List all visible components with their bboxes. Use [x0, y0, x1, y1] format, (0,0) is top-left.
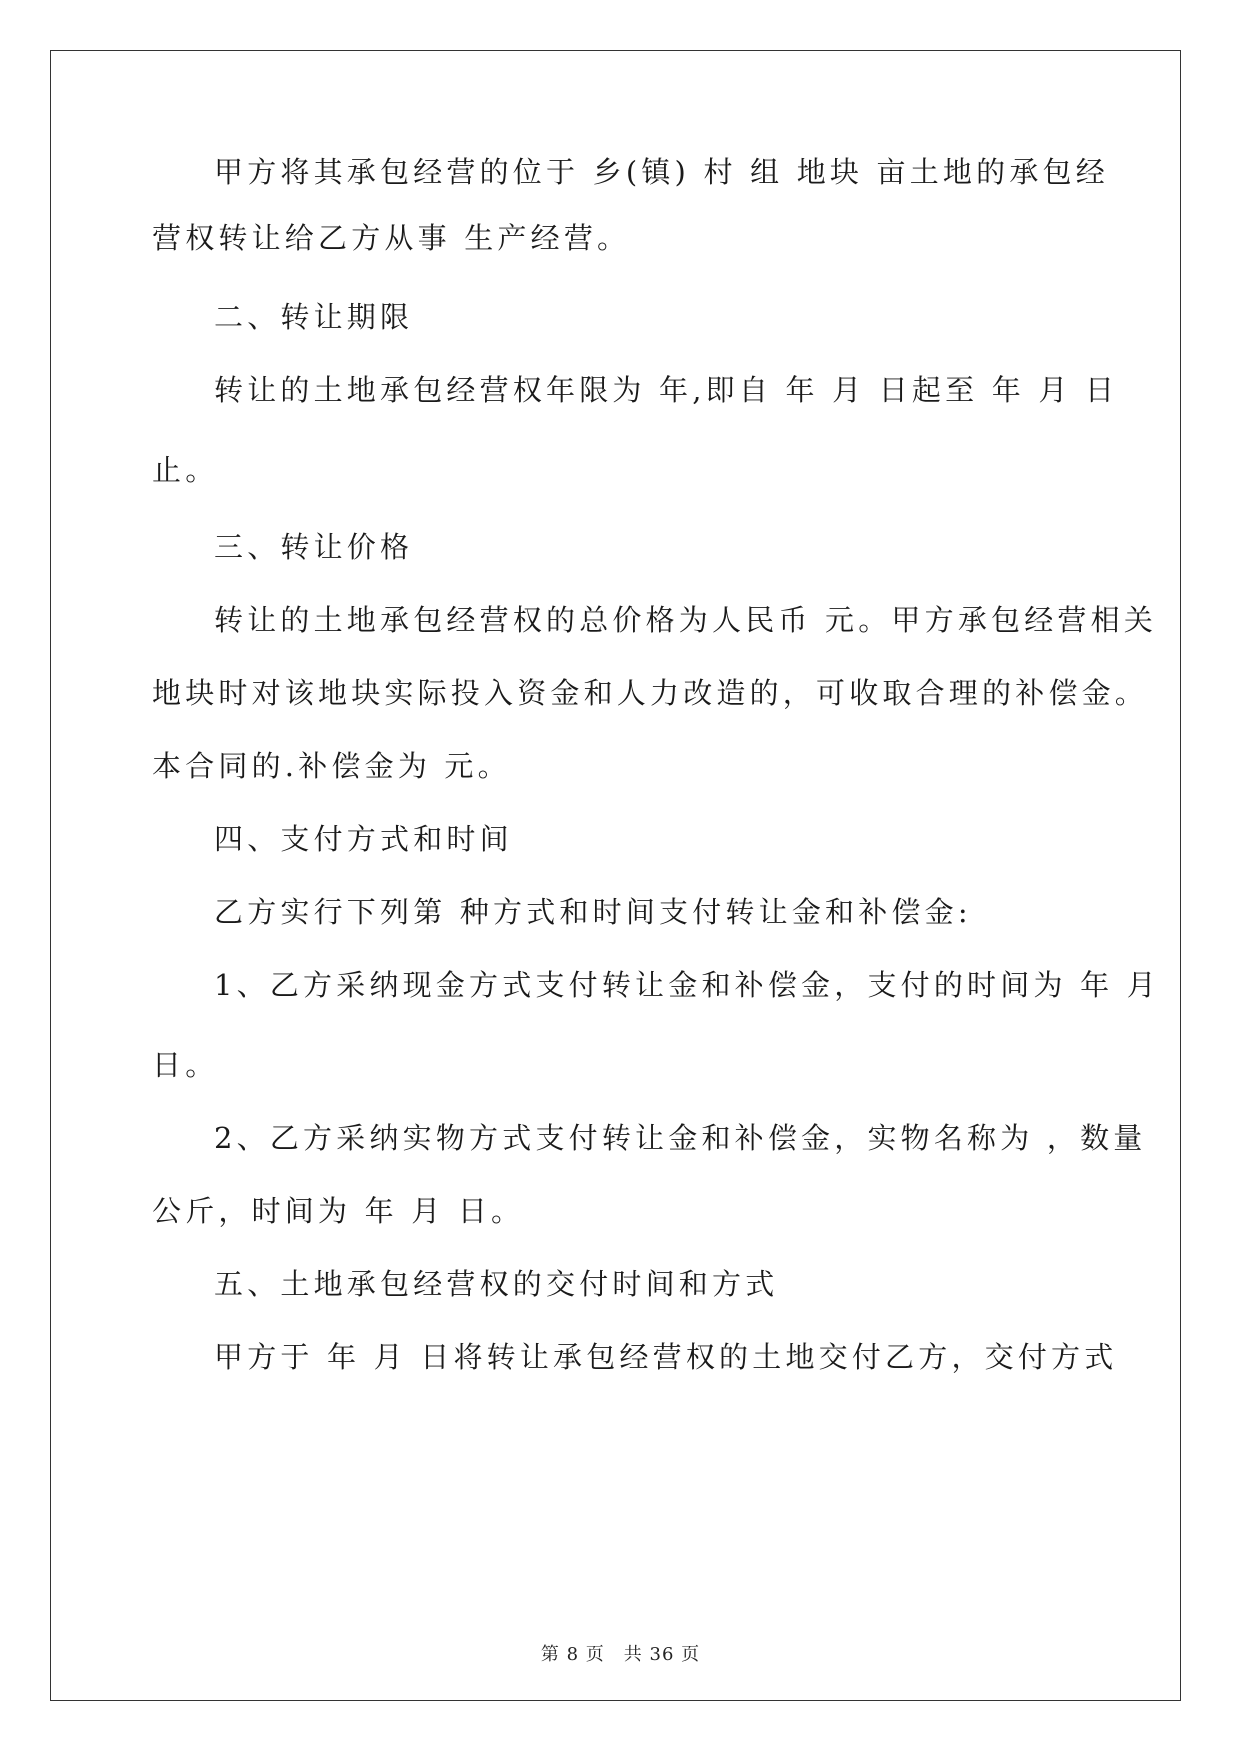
page-number-footer: 第 8 页 共 36 页 [540, 1644, 701, 1665]
body-line: 本合同的.补偿金为 元。 [152, 749, 511, 783]
section-heading: 二、转让期限 [214, 300, 414, 334]
body-line: 2、乙方采纳实物方式支付转让金和补偿金，实物名称为 ，数量 [214, 1121, 1147, 1155]
section-heading: 五、土地承包经营权的交付时间和方式 [214, 1267, 779, 1301]
section-heading: 四、支付方式和时间 [214, 822, 513, 856]
body-line: 甲方于 年 月 日将转让承包经营权的土地交付乙方，交付方式 [214, 1340, 1118, 1374]
section-heading: 三、转让价格 [214, 530, 414, 564]
body-line: 止。 [152, 453, 219, 487]
body-line: 日。 [152, 1048, 219, 1082]
body-line: 甲方将其承包经营的位于 乡(镇) 村 组 地块 亩土地的承包经 [214, 155, 1109, 189]
body-line: 转让的土地承包经营权的总价格为人民币 元。甲方承包经营相关 [214, 603, 1158, 637]
body-line: 乙方实行下列第 种方式和时间支付转让金和补偿金: [214, 895, 972, 929]
body-line: 地块时对该地块实际投入资金和人力改造的，可收取合理的补偿金。 [152, 676, 1149, 710]
body-line: 营权转让给乙方从事 生产经营。 [152, 221, 631, 255]
body-line: 1、乙方采纳现金方式支付转让金和补偿金，支付的时间为 年 月 [214, 968, 1160, 1002]
page-frame [50, 50, 1181, 1701]
body-line: 转让的土地承包经营权年限为 年,即自 年 月 日起至 年 月 日 [214, 373, 1119, 407]
body-line: 公斤，时间为 年 月 日。 [152, 1194, 525, 1228]
